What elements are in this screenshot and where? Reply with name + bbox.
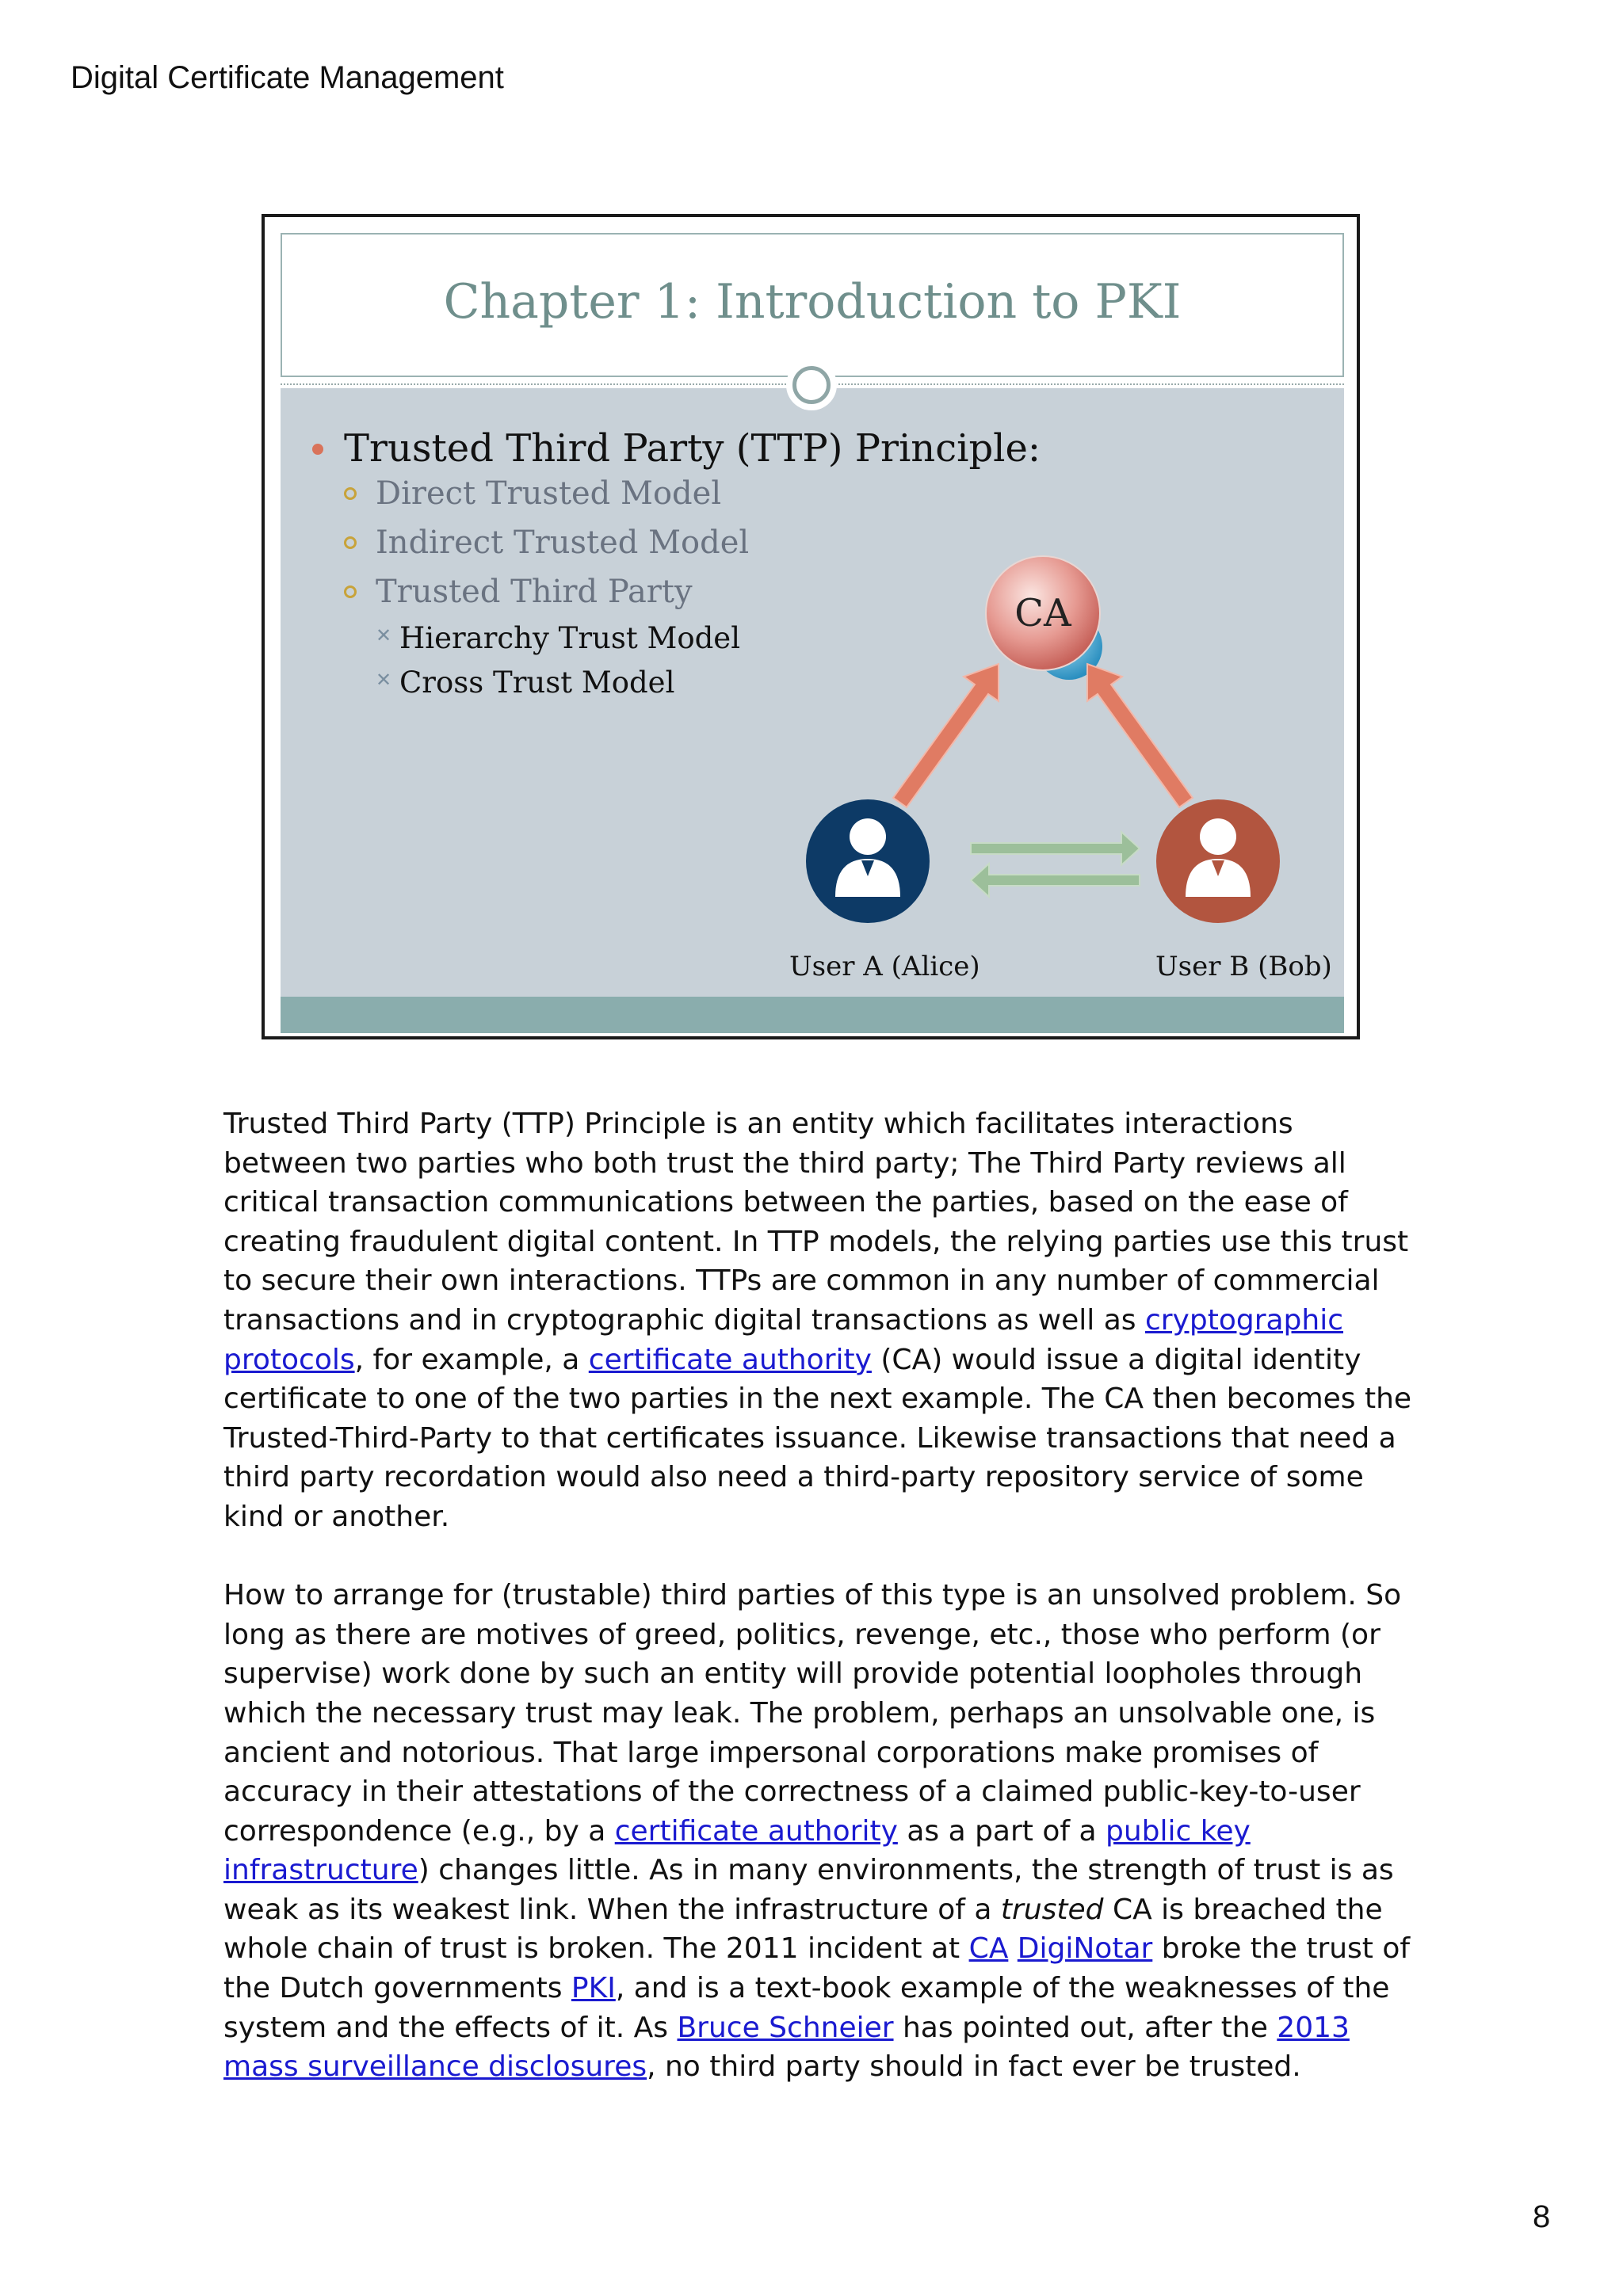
sub-model-item: ✕ Cross Trust Model bbox=[376, 666, 675, 700]
slide-heading-text: Trusted Third Party (TTP) Principle: bbox=[344, 426, 1041, 471]
link-cryptographic-protocols[interactable]: cryptographic protocols bbox=[223, 1303, 1344, 1376]
user-b-avatar-icon bbox=[1156, 799, 1280, 923]
paragraph-ttp-problem: How to arrange for (trustable) third parties of this type is an unsolved problem. So long as there are motives of greed, politics, revenge, etc., those who perform (or supervise) work done by such an entity will provide potential loopholes through which the necessary trust may leak. The problem, perhaps an unsolvable one, is ancient and notorious. That large impersonal corporations make promises of accuracy in their attestations of the correctness of a claimed public-key-to-user correspondence (e.g., by a certificate authority as a part of a public key infrastructure) changes little. As in many environments, the strength of trust is as weak as its weakest link. When the infrastructure of a trusted CA is breached the whole chain of trust is broken. The 2011 incident at CA DigiNotar broke the trust of the Dutch governments PKI, and is a text-book example of the weaknesses of the system and the effects of it. As Bruce Schneier has pointed out, after the 2013 mass surveillance disclosures, no third party should in fact ever be trusted. bbox=[223, 1579, 1411, 2084]
link-certificate-authority[interactable]: certificate authority bbox=[614, 1814, 898, 1848]
link-certificate-authority[interactable]: certificate authority bbox=[588, 1343, 872, 1376]
link-pki[interactable]: PKI bbox=[571, 1972, 616, 2005]
sub-model-item: ✕ Hierarchy Trust Model bbox=[376, 621, 741, 655]
slide bbox=[281, 233, 1344, 1024]
ca-label: CA bbox=[1014, 591, 1071, 635]
x-bullet-icon: ✕ bbox=[376, 624, 392, 646]
page-number: 8 bbox=[1533, 2199, 1551, 2234]
paragraph-ttp-definition: Trusted Third Party (TTP) Principle is an entity which facilitates interactions between two parties who both trust the third party; The Third Party reviews all critical transaction communications between the parties, based on the ease of creating fraudulent digital content. In TTP models, the relying parties use this trust to secure their own interactions. TTPs are common in any number of commercial transactions and in cryptographic digital transactions as well as cryptographic protocols, for example, a certificate authority (CA) would issue a digital identity certificate to one of the two parties in the next example. The CA then becomes the Trusted-Third-Party to that certificates issuance. Likewise transactions that need a third party recordation would also need a third-party repository service of some kind or another. bbox=[223, 1108, 1412, 1533]
arrow-bob-to-ca bbox=[1087, 664, 1193, 807]
user-b-label: User B (Bob) bbox=[1155, 951, 1332, 982]
user-a-label: User A (Alice) bbox=[789, 951, 980, 982]
link-diginotar[interactable]: DigiNotar bbox=[1017, 1932, 1153, 1966]
model-item: Direct Trusted Model bbox=[344, 475, 721, 512]
model-item: Trusted Third Party bbox=[344, 574, 693, 610]
trust-diagram bbox=[281, 233, 1344, 1024]
slide-figure bbox=[262, 214, 1360, 1039]
document-header: Digital Certificate Management bbox=[71, 60, 504, 95]
user-a-avatar-icon bbox=[806, 799, 930, 923]
slide-title: Chapter 1: Introduction to PKI bbox=[443, 274, 1182, 330]
arrow-alice-to-ca bbox=[893, 664, 999, 807]
arrow-bob-to-alice bbox=[971, 864, 1140, 897]
link-ca[interactable]: CA bbox=[968, 1932, 1009, 1966]
link-bruce-schneier[interactable]: Bruce Schneier bbox=[677, 2011, 894, 2044]
arrow-alice-to-bob bbox=[971, 832, 1140, 865]
link-mass-surveillance-disclosures[interactable]: 2013 mass surveillance disclosures bbox=[223, 2011, 1350, 2084]
model-item: Indirect Trusted Model bbox=[344, 524, 749, 561]
x-bullet-icon: ✕ bbox=[376, 669, 392, 691]
body-text bbox=[223, 1104, 1412, 2087]
link-public-key-infrastructure[interactable]: public key infrastructure bbox=[223, 1814, 1251, 1887]
